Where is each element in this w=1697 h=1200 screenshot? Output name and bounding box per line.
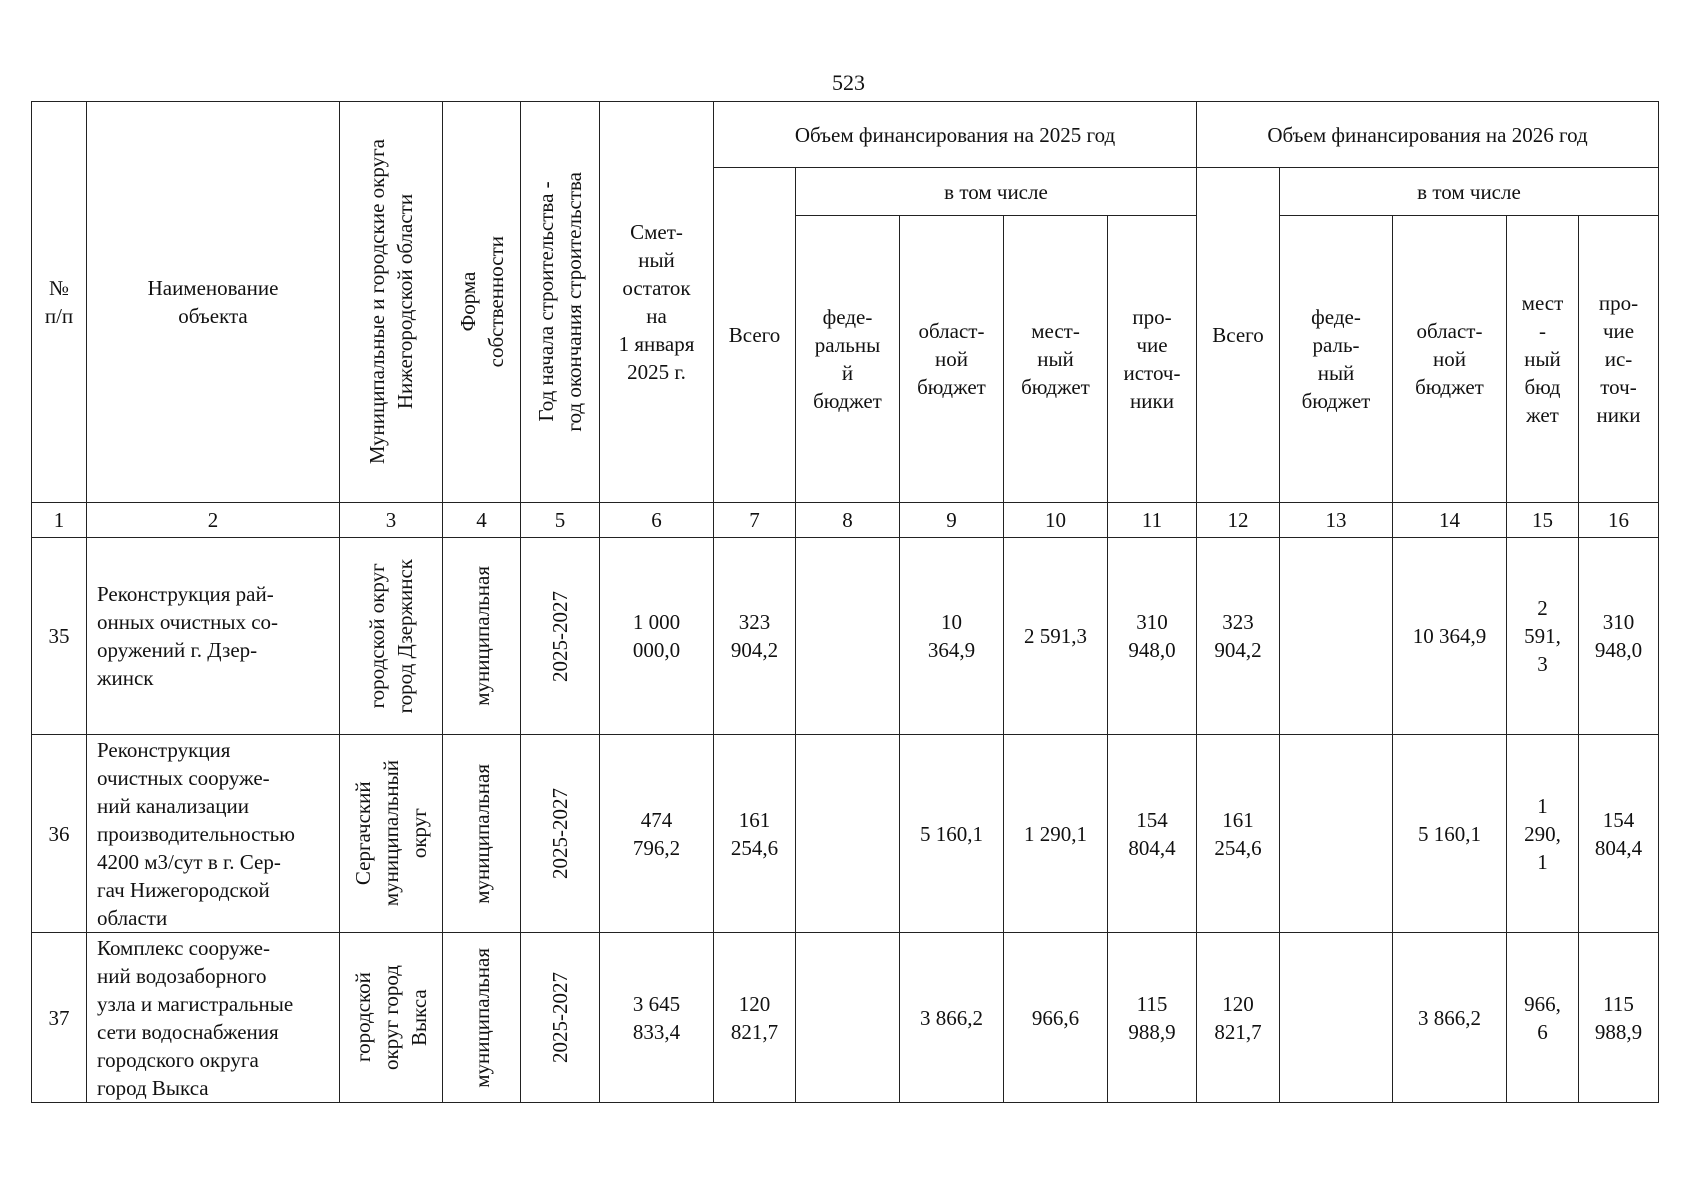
table-row: [32, 538, 1659, 735]
column-number: 1: [32, 503, 87, 538]
row-num: 36: [32, 735, 87, 933]
header-including-2026: в том числе: [1280, 168, 1659, 216]
municipality: городской округ город Дзержинск: [340, 538, 443, 735]
regional-2025: 5 160,1: [900, 735, 1004, 933]
header-local-2025: мест- ный бюджет: [1004, 216, 1108, 503]
column-number: 6: [600, 503, 714, 538]
other-2026: 115 988,9: [1579, 933, 1659, 1103]
other-2026: 310 948,0: [1579, 538, 1659, 735]
row-num: 35: [32, 538, 87, 735]
regional-2026: 5 160,1: [1393, 735, 1507, 933]
total-2025: 161 254,6: [714, 735, 796, 933]
column-number: 16: [1579, 503, 1659, 538]
total-2026: 323 904,2: [1197, 538, 1280, 735]
row-num: 37: [32, 933, 87, 1103]
column-number: 15: [1507, 503, 1579, 538]
years: 2025-2027: [521, 735, 600, 933]
other-2025: 154 804,4: [1108, 735, 1197, 933]
header-local-2026: мест - ный бюд жет: [1507, 216, 1579, 503]
years: 2025-2027: [521, 538, 600, 735]
estimate: 474 796,2: [600, 735, 714, 933]
column-number: 12: [1197, 503, 1280, 538]
column-number: 8: [796, 503, 900, 538]
regional-2026: 10 364,9: [1393, 538, 1507, 735]
regional-2026: 3 866,2: [1393, 933, 1507, 1103]
header-federal-2025: феде- ральны й бюджет: [796, 216, 900, 503]
table-row: [32, 735, 1659, 933]
header-federal-2026: феде- раль- ный бюджет: [1280, 216, 1393, 503]
header-financing-2025: Объем финансирования на 2025 год: [714, 102, 1197, 168]
header-other-2026: про- чие ис- точ- ники: [1579, 216, 1659, 503]
federal-2026: [1280, 933, 1393, 1103]
ownership: муниципальная: [443, 735, 521, 933]
local-2026: 1 290, 1: [1507, 735, 1579, 933]
regional-2025: 3 866,2: [900, 933, 1004, 1103]
total-2026: 161 254,6: [1197, 735, 1280, 933]
column-number: 11: [1108, 503, 1197, 538]
other-2026: 154 804,4: [1579, 735, 1659, 933]
header-financing-2026: Объем финансирования на 2026 год: [1197, 102, 1659, 168]
header-regional-2026: област- ной бюджет: [1393, 216, 1507, 503]
ownership: муниципальная: [443, 933, 521, 1103]
municipality: городской округ город Выкса: [340, 933, 443, 1103]
total-2026: 120 821,7: [1197, 933, 1280, 1103]
other-2025: 115 988,9: [1108, 933, 1197, 1103]
column-number: 9: [900, 503, 1004, 538]
header-total-2026: Всего: [1197, 168, 1280, 503]
federal-2025: [796, 735, 900, 933]
federal-2026: [1280, 538, 1393, 735]
page-number: 523: [832, 70, 865, 95]
column-number: 14: [1393, 503, 1507, 538]
header-other-2025: про- чие источ- ники: [1108, 216, 1197, 503]
other-2025: 310 948,0: [1108, 538, 1197, 735]
header-estimate: Смет- ный остаток на 1 января 2025 г.: [600, 102, 714, 503]
municipality: Сергачский муниципальный округ: [340, 735, 443, 933]
table-row: [32, 933, 1659, 1103]
header-years: Год начала строительства - год окончания строительства: [521, 102, 600, 503]
years: 2025-2027: [521, 933, 600, 1103]
federal-2025: [796, 933, 900, 1103]
regional-2025: 10 364,9: [900, 538, 1004, 735]
column-number: 3: [340, 503, 443, 538]
federal-2026: [1280, 735, 1393, 933]
column-number: 13: [1280, 503, 1393, 538]
header-including-2025: в том числе: [796, 168, 1197, 216]
header-regional-2025: област- ной бюджет: [900, 216, 1004, 503]
total-2025: 120 821,7: [714, 933, 796, 1103]
column-number: 10: [1004, 503, 1108, 538]
header-total-2025: Всего: [714, 168, 796, 503]
local-2026: 2 591, 3: [1507, 538, 1579, 735]
financing-table: [31, 101, 1659, 1103]
header-municipality: Муниципальные и городские округа Нижегородской области: [340, 102, 443, 503]
local-2026: 966, 6: [1507, 933, 1579, 1103]
local-2025: 1 290,1: [1004, 735, 1108, 933]
ownership: муниципальная: [443, 538, 521, 735]
column-number: 5: [521, 503, 600, 538]
column-number: 4: [443, 503, 521, 538]
federal-2025: [796, 538, 900, 735]
column-number: 2: [87, 503, 340, 538]
header-ownership: Форма собственности: [443, 102, 521, 503]
header-name: Наименование объекта: [87, 102, 340, 503]
total-2025: 323 904,2: [714, 538, 796, 735]
object-name: Комплекс сооруже- ний водозаборного узла и магистральные сети водоснабжения городского округа город Выкса: [87, 933, 340, 1103]
estimate: 1 000 000,0: [600, 538, 714, 735]
object-name: Реконструкция рай- онных очистных со- оружений г. Дзер- жинск: [87, 538, 340, 735]
column-number: 7: [714, 503, 796, 538]
header-num: № п/п: [32, 102, 87, 503]
local-2025: 2 591,3: [1004, 538, 1108, 735]
object-name: Реконструкция очистных сооруже- ний канализации производительностью 4200 м3/сут в г. Сер- гач Нижегородской области: [87, 735, 340, 933]
column-number-row: [32, 503, 1659, 538]
local-2025: 966,6: [1004, 933, 1108, 1103]
estimate: 3 645 833,4: [600, 933, 714, 1103]
